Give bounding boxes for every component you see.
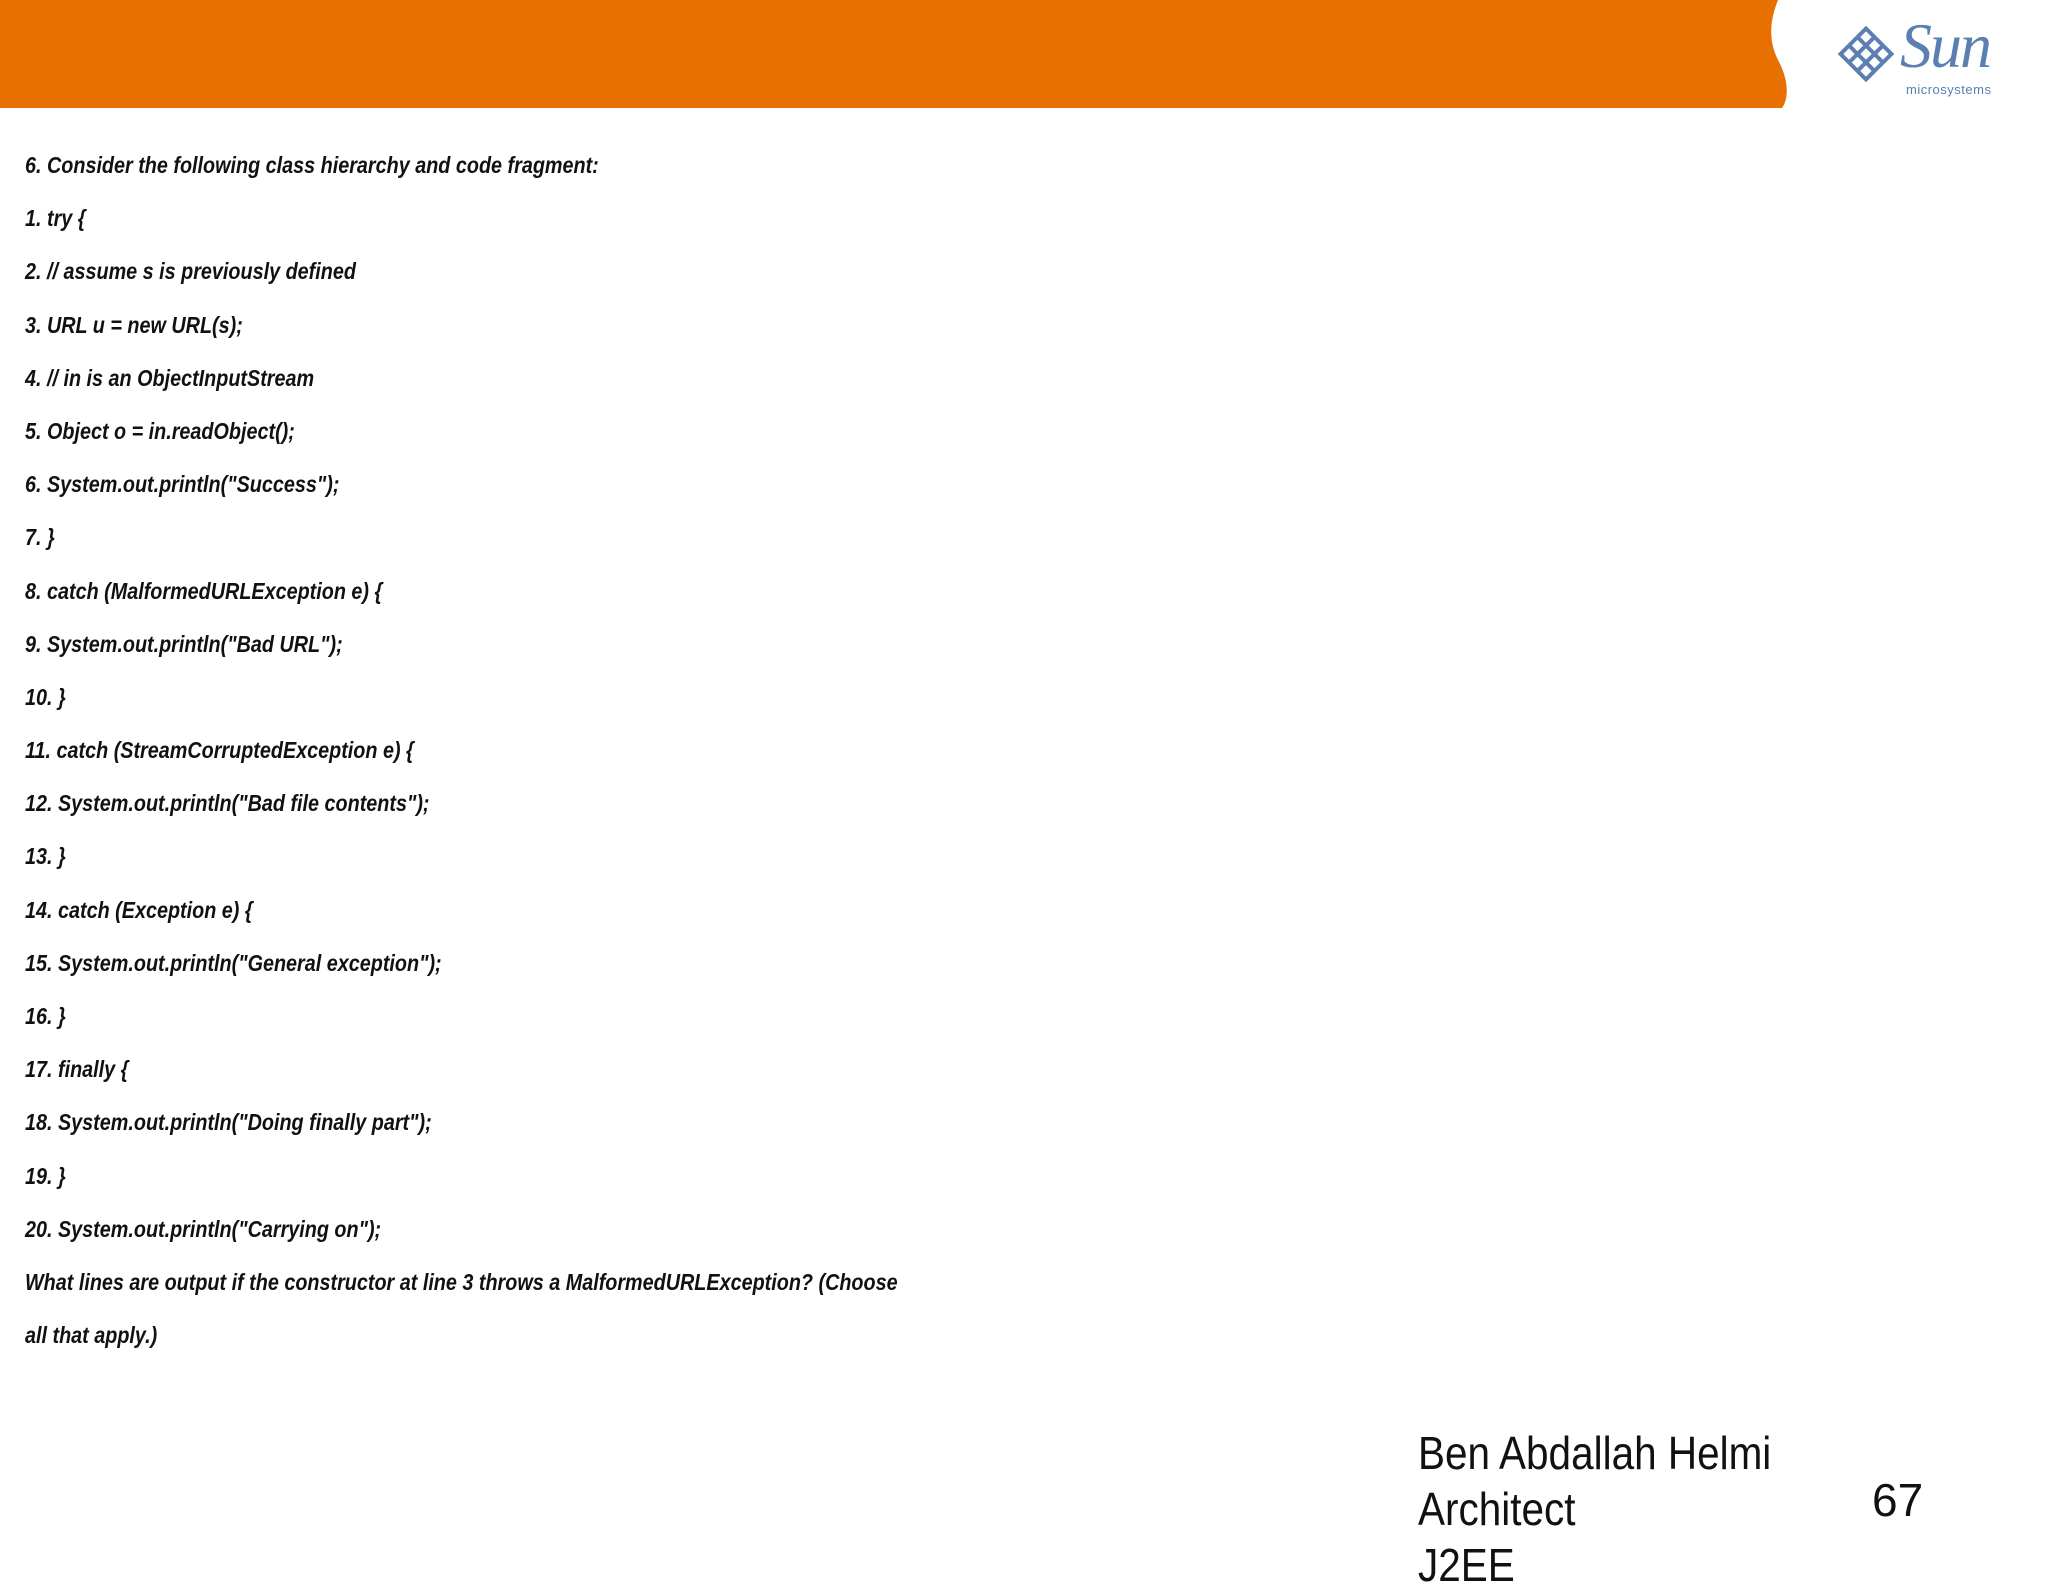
code-line: 12. System.out.println("Bad file contents"); xyxy=(25,790,430,817)
code-line: 2. // assume s is previously defined xyxy=(25,258,356,285)
code-line: 14. catch (Exception e) { xyxy=(25,896,253,923)
code-line: 4. // in is an ObjectInputStream xyxy=(25,364,315,391)
code-line: 15. System.out.println("General exception"); xyxy=(25,949,442,976)
code-line: 13. } xyxy=(25,843,66,870)
code-line: 16. } xyxy=(25,1003,66,1029)
question-prompt: all that apply.) xyxy=(25,1322,158,1349)
code-line: 1. try { xyxy=(25,205,86,232)
code-line: 19. } xyxy=(25,1162,66,1189)
footer-author-line-1: Ben Abdallah Helmi Architect xyxy=(1418,1427,1772,1535)
code-line: 7. } xyxy=(25,524,55,551)
logo-wordmark: Sun xyxy=(1900,10,1990,81)
code-line: 18. System.out.println("Doing finally part"); xyxy=(25,1109,432,1136)
footer-author-line-2: J2EE xyxy=(1418,1539,1515,1591)
sun-diamond-icon xyxy=(1836,24,1896,84)
footer-author xyxy=(1418,1425,1911,1593)
header-bar-shape xyxy=(0,0,2048,108)
question-title: 6. Consider the following class hierarchy and code fragment: xyxy=(25,152,599,178)
code-line: 9. System.out.println("Bad URL"); xyxy=(25,630,343,657)
page-number: 67 xyxy=(1872,1474,1924,1526)
code-line: 20. System.out.println("Carrying on"); xyxy=(25,1215,382,1242)
code-line: 3. URL u = new URL(s); xyxy=(25,311,243,338)
logo-subtitle: microsystems xyxy=(1906,82,1992,97)
code-line: 17. finally { xyxy=(25,1056,129,1083)
code-line: 6. System.out.println("Success"); xyxy=(25,471,340,498)
question-content xyxy=(25,148,1325,1371)
code-line: 10. } xyxy=(25,683,66,710)
sun-microsystems-logo xyxy=(1836,10,2016,100)
question-prompt: What lines are output if the constructor at line 3 throws a MalformedURLException? (Choose xyxy=(25,1268,898,1295)
header-bar xyxy=(0,0,2048,108)
code-line: 8. catch (MalformedURLException e) { xyxy=(25,577,383,604)
code-line: 5. Object o = in.readObject(); xyxy=(25,417,295,444)
code-line: 11. catch (StreamCorruptedException e) { xyxy=(25,737,414,764)
